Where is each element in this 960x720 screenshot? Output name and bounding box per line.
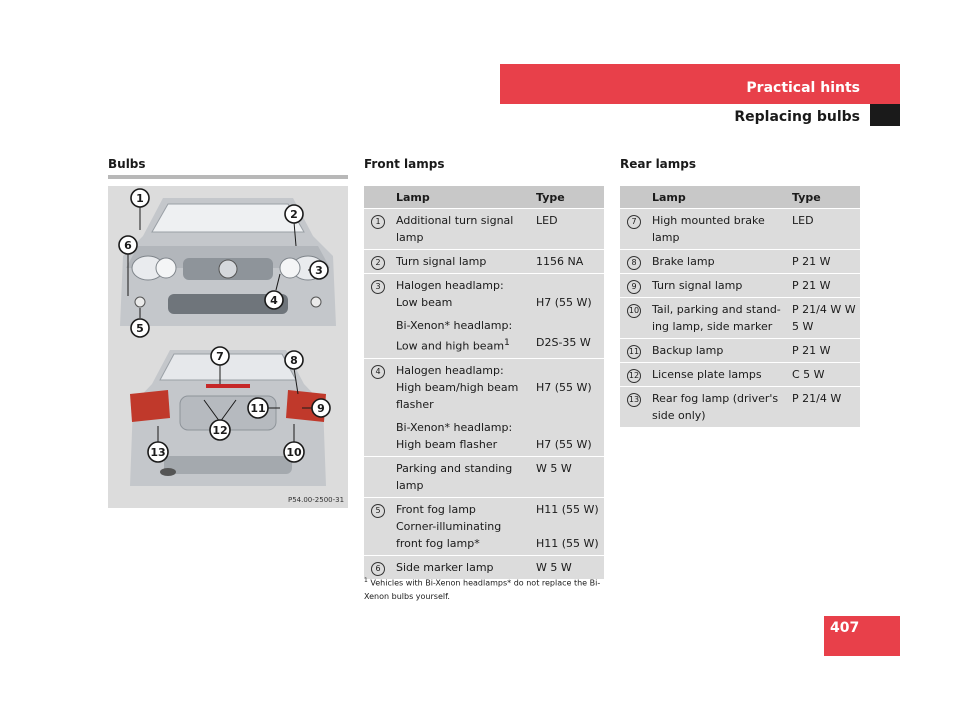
svg-text:13: 13: [150, 446, 166, 459]
lamp-type: P 21 W: [788, 274, 860, 298]
lamp-type: H11 (55 W): [536, 502, 599, 516]
row-number: 8: [627, 256, 641, 270]
lamp-name: Front fog lamp: [396, 502, 476, 516]
row-number: 11: [627, 345, 641, 359]
lamp-name: Corner-illuminating front fog lamp*: [396, 519, 502, 550]
svg-text:8: 8: [290, 354, 298, 367]
lamp-type: P 21 W: [788, 339, 860, 363]
rear-car-drawing: [130, 350, 326, 486]
table-row: [364, 274, 604, 359]
svg-text:12: 12: [212, 424, 228, 437]
lamp-type: P 21/4 W W 5 W: [788, 298, 860, 339]
row-number: 4: [371, 365, 385, 379]
front-lamps-table: [364, 186, 604, 580]
lamp-type: C 5 W: [788, 363, 860, 387]
table-row: [364, 209, 604, 250]
footnote: [364, 574, 614, 603]
row-number: 3: [371, 280, 385, 294]
subsection-title: Replacing bulbs: [734, 109, 860, 125]
lamp-name: Backup lamp: [648, 339, 788, 363]
bulbs-heading: Bulbs: [108, 157, 146, 171]
page-number: 407: [830, 620, 860, 636]
lamp-type: P 21 W: [788, 250, 860, 274]
lamp-type: P 21/4 W: [788, 387, 860, 428]
table-row: [364, 359, 604, 457]
table-row: [620, 274, 860, 298]
table-row: [620, 298, 860, 339]
svg-text:3: 3: [315, 264, 323, 277]
row-number: 5: [371, 504, 385, 518]
table-row: [620, 363, 860, 387]
lamp-type: H11 (55 W): [536, 536, 599, 550]
lamp-name: Side marker lamp: [392, 556, 532, 580]
lamp-name: Tail, parking and stand-ing lamp, side marker: [648, 298, 788, 339]
svg-text:7: 7: [216, 350, 224, 363]
lamp-name: Additional turn signal lamp: [392, 209, 532, 250]
callout-2: [285, 205, 303, 223]
lamp-type: LED: [532, 209, 604, 250]
lamp-name: Parking and standing lamp: [392, 457, 532, 498]
table-row: [364, 250, 604, 274]
callout-9: [312, 399, 330, 417]
front-lamps-heading: Front lamps: [364, 157, 445, 171]
lamp-name: Rear fog lamp (driver's side only): [648, 387, 788, 428]
header-black-tab: [870, 104, 900, 126]
lamp-name: High mounted brake lamp: [648, 209, 788, 250]
svg-text:9: 9: [317, 402, 325, 415]
callout-3: [310, 261, 328, 279]
callout-7: [211, 347, 229, 365]
callout-1: [131, 189, 149, 207]
lamp-type: H7 (55 W): [536, 380, 592, 394]
table-row: [364, 457, 604, 498]
rear-lamp-header: Lamp: [648, 186, 788, 209]
page-number-box: [824, 616, 900, 656]
footnote-marker: 1: [504, 337, 510, 348]
row-number: 10: [627, 304, 641, 318]
lamp-type: 1156 NA: [532, 250, 604, 274]
lamp-type: D2S-35 W: [536, 336, 591, 349]
lamp-name: Turn signal lamp: [648, 274, 788, 298]
callout-4: [265, 291, 283, 309]
row-number: 1: [371, 215, 385, 229]
svg-text:1: 1: [136, 192, 144, 205]
callout-13: [148, 442, 168, 462]
table-row: [620, 387, 860, 428]
lamp-type: W 5 W: [532, 457, 604, 498]
svg-text:5: 5: [136, 322, 144, 335]
row-number: 12: [627, 369, 641, 383]
callout-10: [284, 442, 304, 462]
lamp-type: H7 (55 W): [536, 296, 592, 309]
table-row: [620, 339, 860, 363]
lamp-type: H7 (55 W): [536, 437, 592, 451]
lamp-type: W 5 W: [532, 556, 604, 580]
rear-lamps-heading: Rear lamps: [620, 157, 697, 171]
rear-num-header: [620, 186, 648, 209]
callout-8: [285, 351, 303, 369]
image-caption: P54.00-2500-31: [288, 496, 345, 504]
front-lamp-header: Lamp: [392, 186, 532, 209]
front-num-header: [364, 186, 392, 209]
row-number: 2: [371, 256, 385, 270]
lamp-name: Halogen headlamp: High beam/high beam flasher: [396, 363, 519, 411]
row-number: 7: [627, 215, 641, 229]
front-car-drawing: [120, 198, 336, 326]
svg-text:11: 11: [250, 402, 266, 415]
front-type-header: Type: [532, 186, 604, 209]
rear-lamps-header-row: [620, 186, 860, 209]
lamp-name: Bi-Xenon* headlamp: High beam flasher: [396, 420, 513, 451]
table-row: [620, 209, 860, 250]
section-banner: [500, 64, 900, 104]
svg-text:10: 10: [286, 446, 302, 459]
rear-type-header: Type: [788, 186, 860, 209]
lamp-type: LED: [788, 209, 860, 250]
row-number: 13: [627, 393, 641, 407]
footnote-number: 1: [364, 577, 368, 584]
svg-text:4: 4: [270, 294, 278, 307]
lamp-name: License plate lamps: [648, 363, 788, 387]
footnote-text: Vehicles with Bi-Xenon headlamps* do not replace the Bi-Xenon bulbs yourself.: [364, 578, 601, 601]
section-title: Practical hints: [746, 80, 860, 96]
table-row: [620, 250, 860, 274]
lamp-name: Halogen headlamp: Low beam: [396, 279, 504, 309]
callout-5: [131, 319, 149, 337]
bulbs-rule: [108, 175, 348, 179]
lamp-name: Turn signal lamp: [392, 250, 532, 274]
lamp-name: Bi-Xenon* headlamp: Low and high beam$^1$: [396, 319, 513, 353]
rear-lamps-table: [620, 186, 860, 428]
row-number: 6: [371, 562, 385, 576]
callout-6: [119, 236, 137, 254]
lamp-name: Brake lamp: [648, 250, 788, 274]
svg-text:2: 2: [290, 208, 298, 221]
svg-text:6: 6: [124, 239, 132, 252]
table-row: [364, 498, 604, 556]
front-lamps-header-row: [364, 186, 604, 209]
callout-11: [248, 398, 268, 418]
callout-12: [210, 420, 230, 440]
car-illustration: [108, 186, 348, 508]
row-number: 9: [627, 280, 641, 294]
